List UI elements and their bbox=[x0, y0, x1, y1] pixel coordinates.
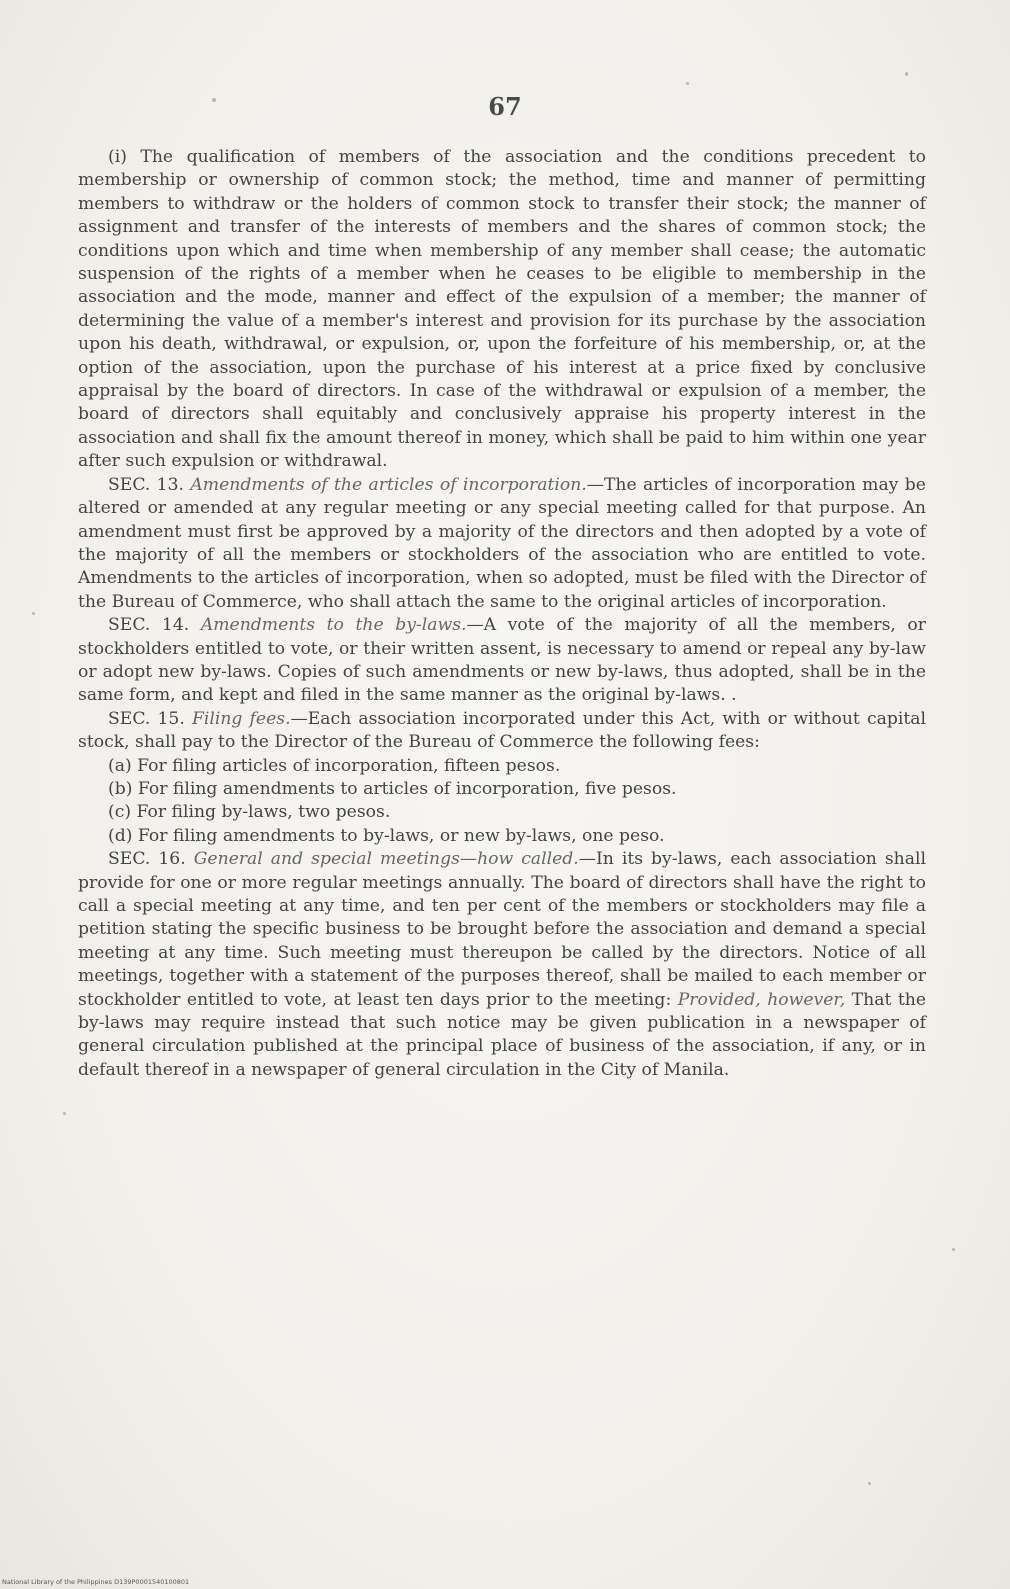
section-heading: Amendments of the articles of incorporation. bbox=[190, 474, 587, 495]
fee-item-d: (d) For filing amendments to by-laws, or new by-laws, one peso. bbox=[108, 825, 665, 846]
scan-speck bbox=[686, 82, 689, 85]
section-heading: Amendments to the by-laws. bbox=[200, 615, 467, 636]
scan-speck bbox=[905, 72, 908, 76]
fee-item-a: (a) For filing articles of incorporation, fifteen pesos. bbox=[108, 755, 561, 776]
section-label: SEC. 16. bbox=[108, 849, 186, 870]
fee-item-c: (c) For filing by-laws, two pesos. bbox=[108, 802, 391, 823]
section-14-paragraph bbox=[78, 614, 926, 708]
scan-speck bbox=[952, 1248, 955, 1251]
scan-speck bbox=[212, 98, 216, 102]
scan-speck bbox=[63, 1112, 66, 1115]
section-heading: General and special meetings—how called. bbox=[193, 849, 579, 870]
section-text-before: —In its by-laws, each association shall provide for one or more regular meetings annually. The board of directors shall have the right to call a special meeting at any time, and ten per cent of the members or stockholders may file a petition stating the specific business to be brought before the association and demand a special meeting at any time. Such meeting must thereupon be called by the directors. Notice of all meetings, together with a statement of the purposes thereof, shall be mailed to each member or stockholder entitled to vote, at least ten days prior to the meeting: bbox=[78, 849, 926, 1010]
footer-credit: National Library of the Philippines D139P0001540100801 bbox=[2, 1578, 190, 1586]
section-text: —Each association incorporated under this Act, with or without capital stock, shall pay to the Director of the Bureau of Commerce the following fees: bbox=[78, 708, 926, 753]
section-label: SEC. 13. bbox=[108, 474, 185, 495]
fee-item-b: (b) For filing amendments to articles of incorporation, five pesos. bbox=[108, 778, 677, 799]
section-label: SEC. 14. bbox=[108, 615, 190, 636]
section-text-after: That the by-laws may require instead that such notice may be given publication in a newspaper of general circulation published at the principal place of business of the association, if any, or in default thereof in a newspaper of general circulation in the City of Manila. bbox=[78, 989, 927, 1080]
section-label: SEC. 15. bbox=[108, 708, 185, 729]
page-number: 67 bbox=[488, 92, 522, 121]
section-15-paragraph bbox=[78, 708, 926, 755]
body-text bbox=[78, 146, 926, 1082]
section-text: —The articles of incorporation may be altered or amended at any regular meeting or any special meeting called for that purpose. An amendment must first be approved by a majority of the directors and then adopted by a vote of the majority of all the members or stockholders of the association who are entitled to vote. Amendments to the articles of incorporation, when so adopted, must be filed with the Director of the Bureau of Commerce, who shall attach the same to the original articles of incorporation. bbox=[78, 474, 926, 612]
clause-i-paragraph: (i) The qualification of members of the association and the conditions precedent to membership or ownership of common stock; the method, time and manner of permitting members to withdraw or the holders of common stock to transfer their stock; the manner of assignment and transfer of the interests of members and the shares of common stock; the conditions upon which and time when membership of any member shall cease; the automatic suspension of the rights of a member when he ceases to be eligible to membership in the association and the mode, manner and effect of the expulsion of a member; the manner of determining the value of a member's interest and provision for its purchase by the association upon his death, withdrawal, or expulsion, or, upon the forfeiture of his membership, or, at the option of the association, upon the purchase of his interest at a price fixed by conclusive appraisal by the board of directors. In case of the withdrawal or expulsion of a member, the board of directors shall equitably and conclusively appraise his property interest in the association and shall fix the amount thereof in money, which shall be paid to him within one year after such expulsion or withdrawal. bbox=[78, 147, 926, 472]
section-text: —A vote of the majority of all the members, or stockholders entitled to vote, or their written assent, is necessary to amend or repeal any by-law or adopt new by-laws. Copies of such amendments or new by-laws, thus adopted, shall be in the same form, and kept and filed in the same manner as the original by-laws. . bbox=[78, 615, 926, 706]
section-heading: Filing fees. bbox=[191, 708, 291, 729]
scan-speck bbox=[868, 1482, 871, 1485]
section-13-paragraph bbox=[78, 474, 926, 614]
proviso-phrase: Provided, however, bbox=[677, 989, 846, 1010]
scan-speck bbox=[32, 612, 35, 615]
section-16-paragraph bbox=[78, 848, 926, 1082]
